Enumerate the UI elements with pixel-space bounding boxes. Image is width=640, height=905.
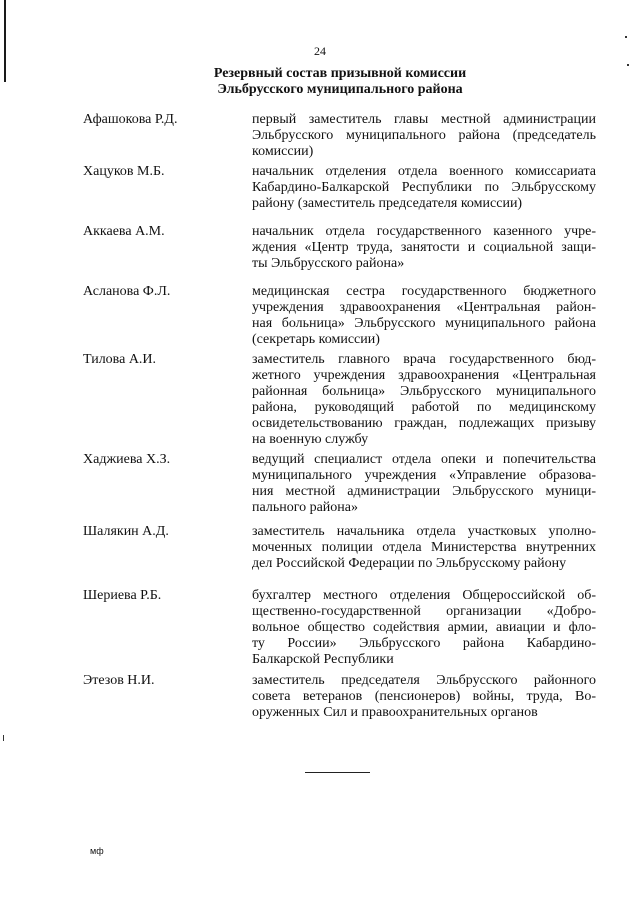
member-role-line: начальник отдела государственного казенного учре-: [252, 224, 596, 239]
member-role-line: районная больница» Эльбрусского муниципального: [252, 384, 596, 399]
member-role-line: заместитель главного врача государственного бюд-: [252, 352, 596, 367]
member-role-line: муниципального учреждения «Управление образова-: [252, 468, 596, 483]
member-role-line: района, руководящий работой по медицинскому: [252, 400, 596, 415]
scan-speck: [625, 36, 627, 38]
member-name: Шалякин А.Д.: [83, 524, 169, 539]
member-name: Шериева Р.Б.: [83, 588, 162, 603]
footer-mark: мф: [90, 846, 104, 856]
member-name: Тилова А.И.: [83, 352, 157, 367]
member-role-line: ждения «Центр труда, занятости и социальной защи-: [252, 240, 596, 255]
member-role-line: жетного учреждения здравоохранения «Центральная: [252, 368, 596, 383]
title-line: Резервный состав призывной комиссии: [213, 66, 467, 81]
member-role-line: (секретарь комиссии): [252, 332, 380, 347]
member-role-line: заместитель председателя Эльбрусского районного: [252, 673, 596, 688]
member-role-line: оруженных Сил и правоохранительных органов: [252, 705, 538, 720]
member-role-line: району (заместитель председателя комиссии): [252, 196, 523, 211]
member-role-line: ния местной администрации Эльбрусского муници-: [252, 484, 596, 499]
member-role-line: заместитель начальника отдела участковых уполно-: [252, 524, 596, 539]
member-role-line: ты Эльбрусского района»: [252, 256, 405, 271]
member-name: Хацуков М.Б.: [83, 164, 165, 179]
member-role-line: совета ветеранов (пенсионеров) войны, труда, Во-: [252, 689, 596, 704]
page-number: 24: [314, 44, 326, 58]
member-role-line: медицинская сестра государственного бюджетного: [252, 284, 596, 299]
member-role-line: на военную службу: [252, 432, 369, 447]
member-role-line: Балкарской Республики: [252, 652, 394, 667]
separator-line: [305, 772, 370, 773]
member-role: [252, 452, 596, 516]
member-role-line: ту России» Эльбрусского района Кабардино-: [252, 636, 596, 651]
member-role-line: Эльбрусского муниципального района (председатель: [252, 128, 596, 143]
member-role-line: вольное общество содействия армии, авиации и фло-: [252, 620, 596, 635]
member-role: [252, 588, 596, 668]
scan-speck: [627, 64, 629, 66]
member-role-line: начальник отделения отдела военного комиссариата: [252, 164, 596, 179]
member-role: [252, 164, 596, 212]
member-name: Афашокова Р.Д.: [83, 112, 178, 127]
member-role-line: Кабардино-Балкарской Республики по Эльбрусскому: [252, 180, 596, 195]
member-role-line: учреждения здравоохранения «Центральная район-: [252, 300, 596, 315]
member-role: [252, 352, 596, 448]
member-role-line: щественно-государственной организации «Добро-: [252, 604, 596, 619]
member-role-line: освидетельствованию граждан, подлежащих призыву: [252, 416, 596, 431]
member-role-line: комиссии): [252, 144, 314, 159]
title-line: Эльбрусского муниципального района: [217, 82, 463, 97]
member-role-line: моченных полиции отдела Министерства внутренних: [252, 540, 596, 555]
member-role-line: пального района»: [252, 500, 358, 515]
member-role-line: первый заместитель главы местной администрации: [252, 112, 596, 127]
member-role: [252, 524, 596, 572]
document-title: [150, 66, 530, 98]
member-role: [252, 112, 596, 160]
member-role: [252, 284, 596, 348]
scan-speck: [3, 735, 4, 741]
member-name: Аккаева А.М.: [83, 224, 165, 239]
member-name: Этезов Н.И.: [83, 673, 155, 688]
member-name: Асланова Ф.Л.: [83, 284, 171, 299]
member-role: [252, 673, 596, 721]
member-role-line: дел Российской Федерации по Эльбрусскому району: [252, 556, 567, 571]
member-role-line: ведущий специалист отдела опеки и попечительства: [252, 452, 596, 467]
member-role-line: бухгалтер местного отделения Общероссийской об-: [252, 588, 596, 603]
member-role-line: ная больница» Эльбрусского муниципального района: [252, 316, 596, 331]
member-name: Хаджиева Х.З.: [83, 452, 171, 467]
member-role: [252, 224, 596, 272]
scan-edge-line: [4, 0, 6, 82]
